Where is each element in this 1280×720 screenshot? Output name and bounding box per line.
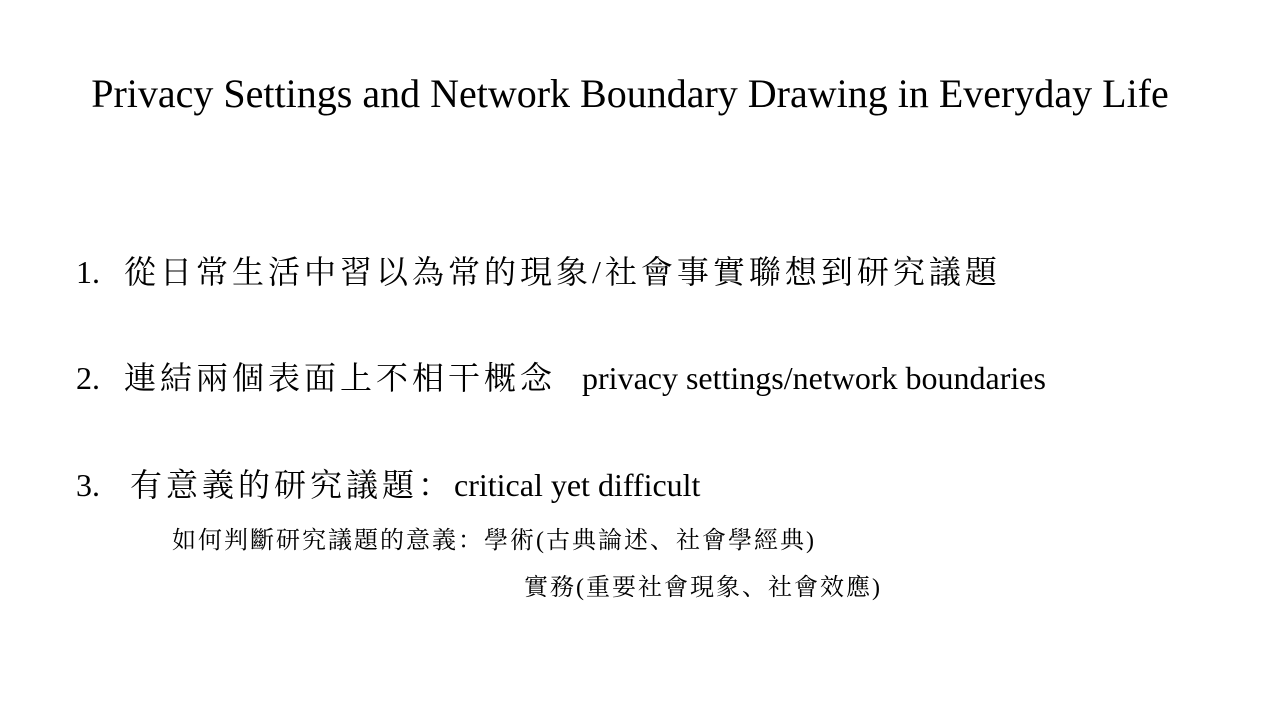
sub-line-academic	[172, 525, 816, 557]
list-item-3	[76, 465, 700, 505]
list-item-2	[76, 358, 1046, 398]
list-item-text-cjk: 有意義的研究議題：	[130, 467, 455, 503]
list-item-text-cjk: 連結兩個表面上不相干概念	[124, 360, 557, 396]
sub-line-text: 如何判斷研究議題的意義：學術(古典論述、社會學經典)	[172, 528, 816, 554]
slide-title: Privacy Settings and Network Boundary Drawing in Everyday Life	[91, 71, 1169, 116]
sub-line-practical	[524, 572, 882, 604]
list-item-number: 1.	[76, 254, 100, 290]
list-item-number: 2.	[76, 360, 100, 396]
list-item-number: 3.	[76, 467, 100, 503]
sub-line-text: 實務(重要社會現象、社會效應)	[524, 575, 882, 601]
list-item-1	[76, 252, 1001, 292]
list-item-text: 從日常生活中習以為常的現象/社會事實聯想到研究議題	[124, 254, 1001, 290]
list-item-text-en: critical yet difficult	[454, 467, 701, 503]
list-item-text-en: privacy settings/network boundaries	[582, 360, 1046, 396]
